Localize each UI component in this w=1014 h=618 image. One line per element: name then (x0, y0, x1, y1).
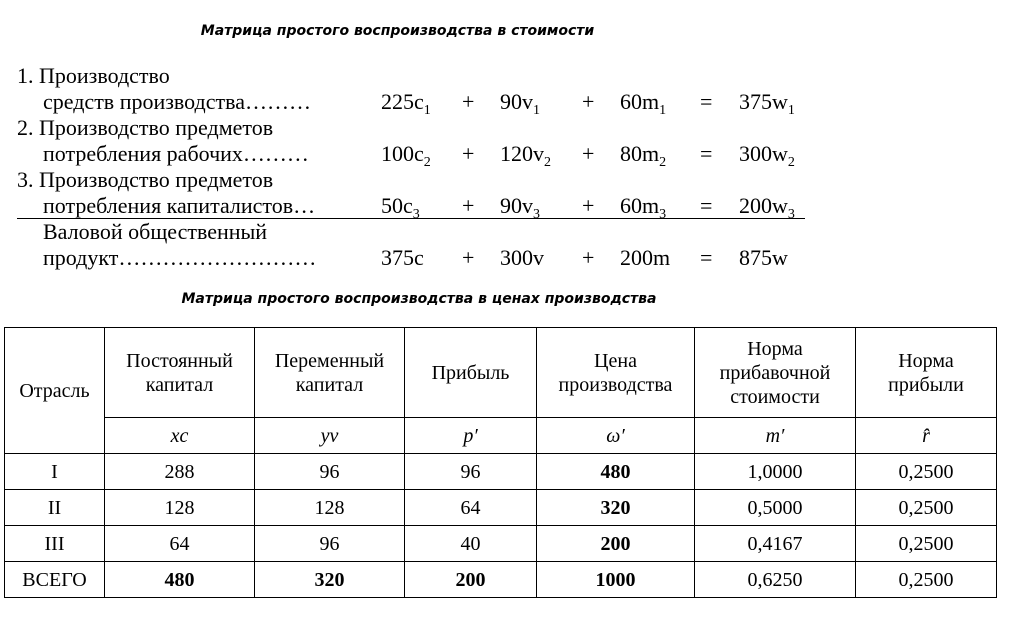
symbol-cell: r̂ (856, 418, 997, 454)
matrix-row3-m: $60m_3$ (620, 193, 667, 222)
matrix-row3-w: $200w_3$ (739, 193, 795, 222)
matrix-row2-m: $80m_2$ (620, 141, 667, 170)
symbol-cell: yv (255, 418, 405, 454)
matrix-total-line2: продукт……………………… (43, 245, 317, 270)
matrix-row2-w: $300w_2$ (739, 141, 795, 170)
table-cell: 96 (405, 454, 537, 490)
matrix-row1-line1: 1. Производство (17, 63, 170, 88)
symbol-cell: xc (105, 418, 255, 454)
plus-sign: + (462, 245, 475, 270)
matrix-row3-c: $50c_3$ (381, 193, 420, 222)
equals-sign: = (700, 89, 713, 114)
table-cell: 1000 (537, 562, 695, 598)
header-variable-capital: Переменный капитал (255, 328, 405, 418)
matrix-total-line1: Валовой общественный (43, 219, 268, 244)
table-row (5, 490, 997, 526)
header-production-price: Цена производства (537, 328, 695, 418)
table-row (5, 454, 997, 490)
table-cell: 96 (255, 526, 405, 562)
row-label: II (5, 490, 105, 526)
row-label: III (5, 526, 105, 562)
matrix-row1-w: $375w_1$ (739, 89, 795, 118)
matrix-row1-m: $60m_1$ (620, 89, 667, 118)
table-cell: 96 (255, 454, 405, 490)
equals-sign: = (700, 245, 713, 270)
table-cell: 320 (537, 490, 695, 526)
title-prices-matrix: Матрица простого воспроизводства в ценах производства (181, 291, 657, 307)
matrix-row1-line2: средств производства……… (43, 89, 311, 114)
matrix-row1-v: $90v_1$ (500, 89, 540, 118)
title-value-matrix: Матрица простого воспроизводства в стоимости (200, 23, 595, 39)
symbol-cell: m′ (695, 418, 856, 454)
matrix-total-c: 375c (381, 245, 424, 270)
table-cell: 288 (105, 454, 255, 490)
table-cell: 128 (105, 490, 255, 526)
table-row (5, 526, 997, 562)
matrix-row2-line1: 2. Производство предметов (17, 115, 274, 140)
equals-sign: = (700, 141, 713, 166)
matrix-row3-line1: 3. Производство предметов (17, 167, 274, 192)
table-cell: 0,4167 (695, 526, 856, 562)
table-cell: 128 (255, 490, 405, 526)
matrix-total-v: 300v (500, 245, 544, 270)
plus-sign: + (462, 89, 475, 114)
table-cell: 0,6250 (695, 562, 856, 598)
table-cell: 40 (405, 526, 537, 562)
matrix-row2-line2: потребления рабочих……… (43, 141, 309, 166)
table-cell: 0,2500 (856, 454, 997, 490)
table-cell: 200 (537, 526, 695, 562)
table-row-total (5, 562, 997, 598)
equals-sign: = (700, 193, 713, 218)
header-branch: Отрасль (5, 328, 105, 454)
matrix-total-m: 200m (620, 245, 671, 270)
matrix-row1-c: $225c_1$ (381, 89, 431, 118)
header-constant-capital: Постоянный капитал (105, 328, 255, 418)
header-row (5, 328, 997, 418)
table-cell: 480 (537, 454, 695, 490)
table-cell: 0,2500 (856, 490, 997, 526)
plus-sign: + (582, 89, 595, 114)
table-cell: 320 (255, 562, 405, 598)
table-cell: 0,5000 (695, 490, 856, 526)
matrix-row2-c: $100c_2$ (381, 141, 431, 170)
matrix-row2-v: $120v_2$ (500, 141, 551, 170)
table-cell: 64 (405, 490, 537, 526)
plus-sign: + (462, 193, 475, 218)
table-cell: 200 (405, 562, 537, 598)
matrix-total-w: 875w (739, 245, 788, 270)
plus-sign: + (582, 141, 595, 166)
table-cell: 1,0000 (695, 454, 856, 490)
header-profit-rate: Норма прибыли (856, 328, 997, 418)
header-surplus-rate: Норма прибавочной стоимости (695, 328, 856, 418)
row-label: I (5, 454, 105, 490)
prices-table (4, 327, 997, 598)
row-label: ВСЕГО (5, 562, 105, 598)
table-cell: 0,2500 (856, 562, 997, 598)
header-profit: Прибыль (405, 328, 537, 418)
table-cell: 64 (105, 526, 255, 562)
matrix-row3-line2: потребления капиталистов… (43, 193, 316, 218)
symbol-cell: p′ (405, 418, 537, 454)
plus-sign: + (462, 141, 475, 166)
symbol-row (5, 418, 997, 454)
matrix-row3-v: $90v_3$ (500, 193, 540, 222)
table-cell: 480 (105, 562, 255, 598)
plus-sign: + (582, 245, 595, 270)
table-cell: 0,2500 (856, 526, 997, 562)
plus-sign: + (582, 193, 595, 218)
symbol-cell: ω′ (537, 418, 695, 454)
